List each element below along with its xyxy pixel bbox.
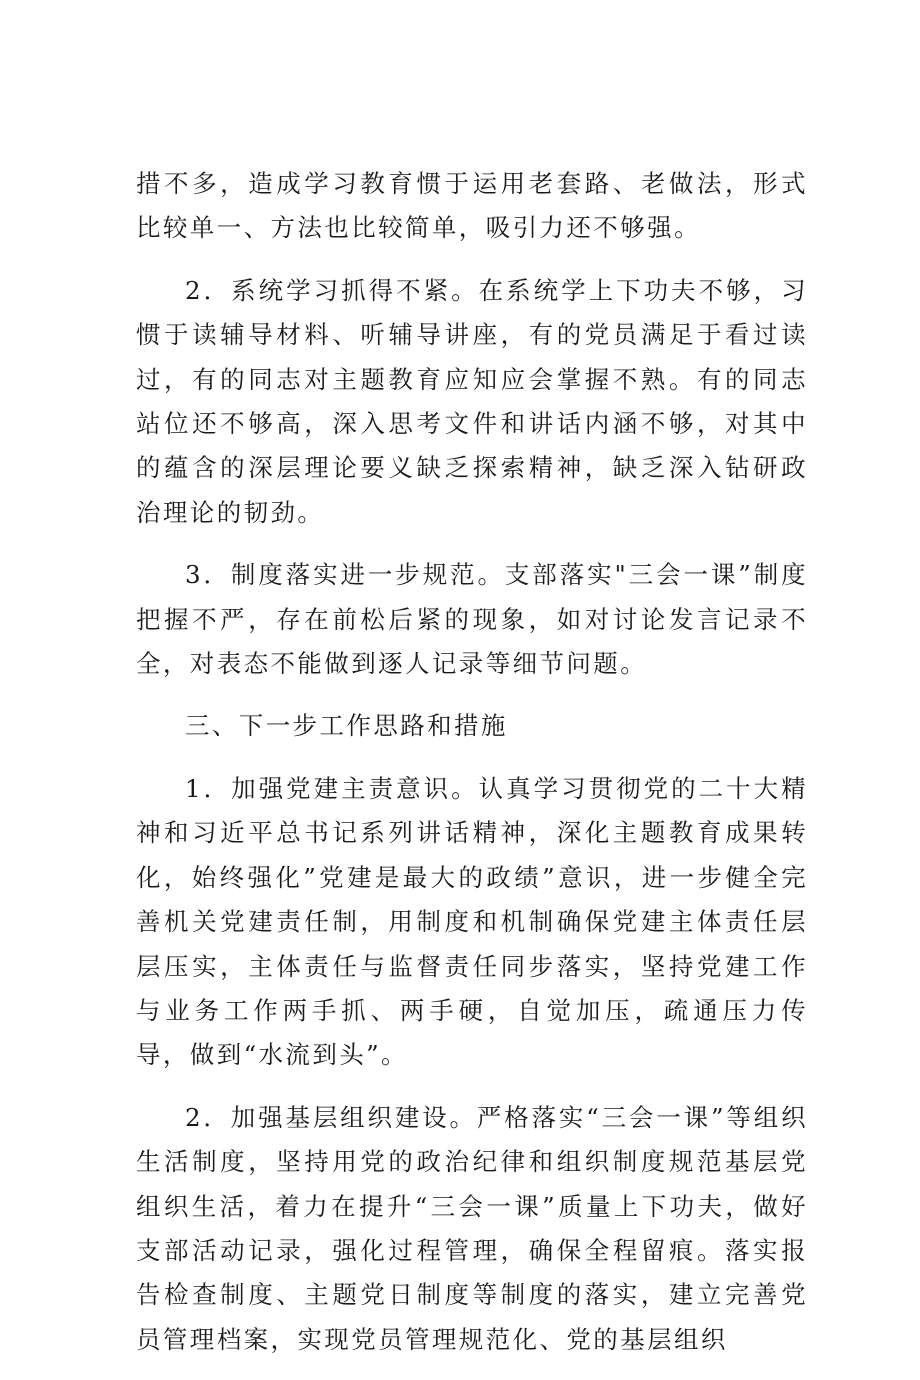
paragraph-continuation: 措不多，造成学习教育惯于运用老套路、老做法，形式比较单一、方法也比较简单，吸引力还不够强。 xyxy=(136,169,808,243)
paragraph-systematic-study: 2．系统学习抓得不紧。在系统学上下功夫不够，习惯于读辅导材料、听辅导讲座，有的党员满足于看过读过，有的同志对主题教育应知应会掌握不熟。有的同志站位还不够高，深入思考文件和讲话内涵不够，对其中的蕴含的深层理论要义缺乏探索精神，缺乏深入钻研政治理论的韧劲。 xyxy=(136,275,808,527)
section-heading-next-steps: 三、下一步工作思路和措施 xyxy=(185,711,508,741)
paragraph-system-implementation: 3．制度落实进一步规范。支部落实"三会一课”制度把握不严，存在前松后紧的现象，如对讨论发言记录不全，对表态不能做到逐人记录等细节问题。 xyxy=(136,560,808,679)
paragraph-party-responsibility: 1．加强党建主责意识。认真学习贯彻党的二十大精神和习近平总书记系列讲话精神，深化主题教育成果转化，始终强化”党建是最大的政绩”意识，进一步健全完善机关党建责任制，用制度和机制确保党建主体责任层层压实，主体责任与监督责任同步落实，坚持党建工作与业务工作两手抓、两手硬，自觉加压，疏通压力传导，做到“水流到头”。 xyxy=(136,773,808,1070)
document-body xyxy=(136,162,808,1380)
paragraph-grassroots-organization: 2．加强基层组织建设。严格落实“三会一课”等组织生活制度，坚持用党的政治纪律和组织制度规范基层党组织生活，着力在提升“三会一课”质量上下功夫，做好支部活动记录，强化过程管理，确保全程留痕。落实报告检查制度、主题党日制度等制度的落实，建立完善党员管理档案，实现党员管理规范化、党的基层组织 xyxy=(136,1102,808,1354)
